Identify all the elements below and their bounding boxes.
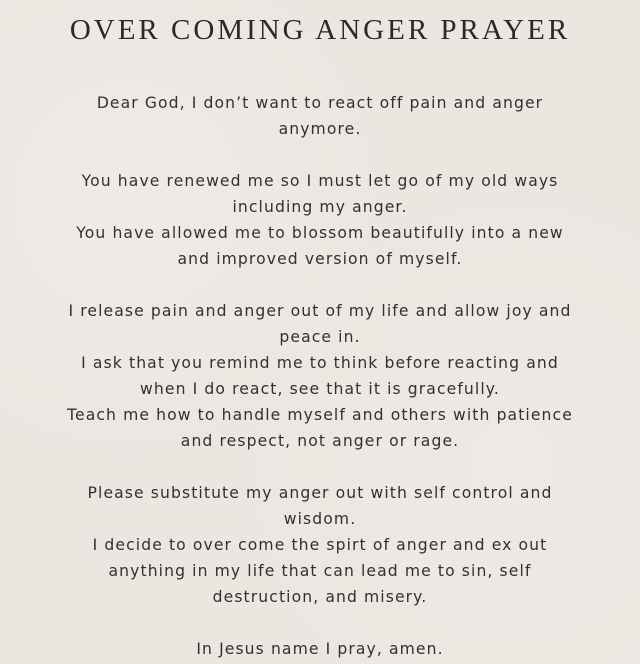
paragraph-1: [20, 90, 620, 142]
prayer-line: destruction, and misery.: [212, 588, 428, 606]
prayer-line: peace in.: [279, 328, 361, 346]
prayer-body: [20, 90, 620, 662]
paragraph-gap: [20, 142, 620, 168]
paragraph-gap: [20, 610, 620, 636]
prayer-line: I ask that you remind me to think before reacting and: [81, 354, 559, 372]
paragraph-4: [20, 480, 620, 610]
prayer-line: I release pain and anger out of my life and allow joy and: [68, 302, 572, 320]
page-title: OVER COMING ANGER PRAYER: [69, 14, 571, 46]
paragraph-5: [20, 636, 620, 662]
prayer-line: In Jesus name I pray, amen.: [196, 640, 444, 658]
prayer-line: I decide to over come the spirt of anger and ex out: [92, 536, 548, 554]
prayer-line: You have renewed me so I must let go of my old ways: [81, 172, 559, 190]
prayer-line: wisdom.: [283, 510, 357, 528]
prayer-line: Teach me how to handle myself and others with patience: [67, 406, 573, 424]
prayer-line: and improved version of myself.: [177, 250, 463, 268]
prayer-line: Please substitute my anger out with self control and: [87, 484, 553, 502]
paragraph-3: [20, 298, 620, 454]
prayer-line: when I do react, see that it is gracefully.: [140, 380, 500, 398]
prayer-line: anything in my life that can lead me to sin, self: [108, 562, 532, 580]
paragraph-gap: [20, 454, 620, 480]
prayer-line: including my anger.: [232, 198, 408, 216]
paragraph-2: [20, 168, 620, 272]
paragraph-gap: [20, 272, 620, 298]
prayer-line: and respect, not anger or rage.: [180, 432, 460, 450]
prayer-line: anymore.: [278, 120, 362, 138]
prayer-line: Dear God, I don’t want to react off pain and anger: [96, 94, 544, 112]
prayer-line: You have allowed me to blossom beautifully into a new: [76, 224, 564, 242]
